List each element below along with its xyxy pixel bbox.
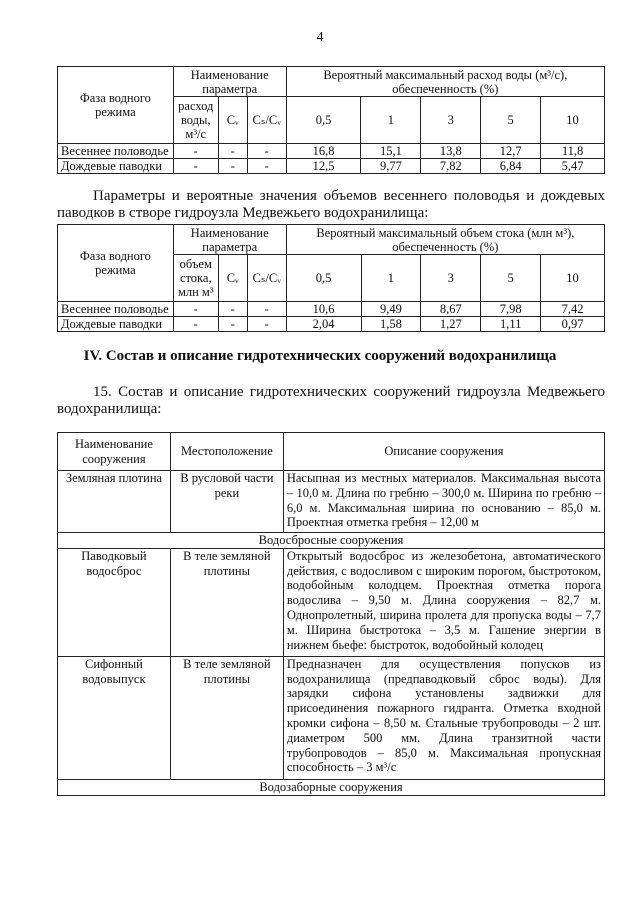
value-cell: 0,97 <box>541 317 605 332</box>
structures-table <box>57 432 605 796</box>
param-cell: - <box>218 159 247 174</box>
percent-0-5: 0,5 <box>286 255 361 302</box>
sub-header-cs-cv: Cₛ/Cᵥ <box>247 255 286 302</box>
flow-rate-table <box>57 66 605 174</box>
value-cell: 16,8 <box>286 144 361 159</box>
value-cell: 7,82 <box>421 159 481 174</box>
header-description: Описание сооружения <box>283 433 604 471</box>
value-cell: 11,8 <box>541 144 605 159</box>
value-cell: 7,98 <box>481 302 541 317</box>
phase-header: Фаза водного режима <box>58 67 174 144</box>
sub-header-cv: Cᵥ <box>218 97 247 144</box>
phase-cell: Дождевые паводки <box>58 317 174 332</box>
structure-name: Сифонный водовыпуск <box>58 656 171 779</box>
value-cell: 6,84 <box>481 159 541 174</box>
volumes-intro-paragraph: Параметры и вероятные значения объемов весеннего половодья и дождевых паводков в створе гидроузла Медвежьего водохранилища: <box>57 188 605 221</box>
structure-location: В теле земляной плотины <box>170 548 283 656</box>
section-row-spillways: Водосбросные сооружения <box>58 533 605 549</box>
probability-header: Вероятный максимальный объем стока (млн м³), обеспеченность (%) <box>286 225 604 255</box>
header-location: Местоположение <box>170 433 283 471</box>
percent-1: 1 <box>361 97 421 144</box>
percent-5: 5 <box>481 255 541 302</box>
structure-description: Открытый водосброс из железобетона, автоматического действия, с водосливом с широким порогом, быстротоком, водобойным колодцем. Проектная отметка порога водослива – 9,50 м. Длина сооружения – 82,7 м. Однопролетный, ширина пролета для пропуска воды – 7,7 м. Ширина быстротока – 3,5 м. Гашение энергии в нижнем бьефе: быстроток, водобойный колодец <box>283 548 604 656</box>
percent-10: 10 <box>541 97 605 144</box>
param-cell: - <box>247 144 286 159</box>
param-cell: - <box>173 302 218 317</box>
structures-intro-paragraph: 15. Состав и описание гидротехнических сооружений гидроузла Медвежьего водохранилища: <box>57 384 605 417</box>
param-cell: - <box>218 302 247 317</box>
table-row <box>58 144 605 159</box>
percent-3: 3 <box>421 97 481 144</box>
param-cell: - <box>218 317 247 332</box>
param-cell: - <box>247 302 286 317</box>
structure-description: Предназначен для осуществления попусков из водохранилища (предпаводковый сброс воды). Для зарядки сифона установлены задвижки для присоединения пожарного гидранта. Отметка входной кромки сифона – 8,50 м. Стальные трубопроводы – 2 шт. диаметром 500 мм. Длина транзитной части трубопроводов – 85,0 м. Максимальная пропускная способность – 3 м³/с <box>283 656 604 779</box>
value-cell: 7,42 <box>541 302 605 317</box>
sub-header-flow: расход воды, м³/с <box>173 97 218 144</box>
table-row <box>58 471 605 533</box>
section-row-intakes: Водозаборные сооружения <box>58 779 605 795</box>
param-cell: - <box>247 317 286 332</box>
table-row <box>58 159 605 174</box>
param-cell: - <box>247 159 286 174</box>
param-cell: - <box>173 144 218 159</box>
table-row <box>58 548 605 656</box>
structure-description: Насыпная из местных материалов. Максимальная высота – 10,0 м. Длина по гребню – 300,0 м. Ширина по гребню – 6,0 м. Максимальная ширина по основанию – 85,0 м. Проектная отметка гребня – 12,00 м <box>283 471 604 533</box>
structure-location: В русловой части реки <box>170 471 283 533</box>
header-structure-name: Наименование сооружения <box>58 433 171 471</box>
page-number: 4 <box>316 30 324 45</box>
param-header: Наименование параметра <box>173 225 286 255</box>
value-cell: 1,27 <box>421 317 481 332</box>
probability-header: Вероятный максимальный расход воды (м³/с), обеспеченность (%) <box>286 67 604 97</box>
value-cell: 9,49 <box>361 302 421 317</box>
percent-0-5: 0,5 <box>286 97 361 144</box>
value-cell: 9,77 <box>361 159 421 174</box>
structure-location: В теле земляной плотины <box>170 656 283 779</box>
table-row <box>58 317 605 332</box>
value-cell: 1,58 <box>361 317 421 332</box>
value-cell: 10,6 <box>286 302 361 317</box>
percent-3: 3 <box>421 255 481 302</box>
sub-header-cv: Cᵥ <box>218 255 247 302</box>
value-cell: 13,8 <box>421 144 481 159</box>
value-cell: 5,47 <box>541 159 605 174</box>
structure-name: Паводковый водосброс <box>58 548 171 656</box>
table-row <box>58 656 605 779</box>
percent-1: 1 <box>361 255 421 302</box>
sub-header-volume: объем стока, млн м³ <box>173 255 218 302</box>
section-heading: IV. Состав и описание гидротехнических сооружений водохранилища <box>83 348 557 364</box>
value-cell: 2,04 <box>286 317 361 332</box>
value-cell: 1,11 <box>481 317 541 332</box>
value-cell: 8,67 <box>421 302 481 317</box>
param-cell: - <box>173 317 218 332</box>
structure-name: Земляная плотина <box>58 471 171 533</box>
value-cell: 12,7 <box>481 144 541 159</box>
percent-5: 5 <box>481 97 541 144</box>
percent-10: 10 <box>541 255 605 302</box>
phase-cell: Весеннее половодье <box>58 144 174 159</box>
phase-cell: Дождевые паводки <box>58 159 174 174</box>
table-row <box>58 302 605 317</box>
phase-header: Фаза водного режима <box>58 225 174 302</box>
phase-cell: Весеннее половодье <box>58 302 174 317</box>
param-cell: - <box>218 144 247 159</box>
runoff-volume-table <box>57 224 605 332</box>
param-header: Наименование параметра <box>173 67 286 97</box>
value-cell: 12,5 <box>286 159 361 174</box>
sub-header-cs-cv: Cₛ/Cᵥ <box>247 97 286 144</box>
param-cell: - <box>173 159 218 174</box>
value-cell: 15,1 <box>361 144 421 159</box>
